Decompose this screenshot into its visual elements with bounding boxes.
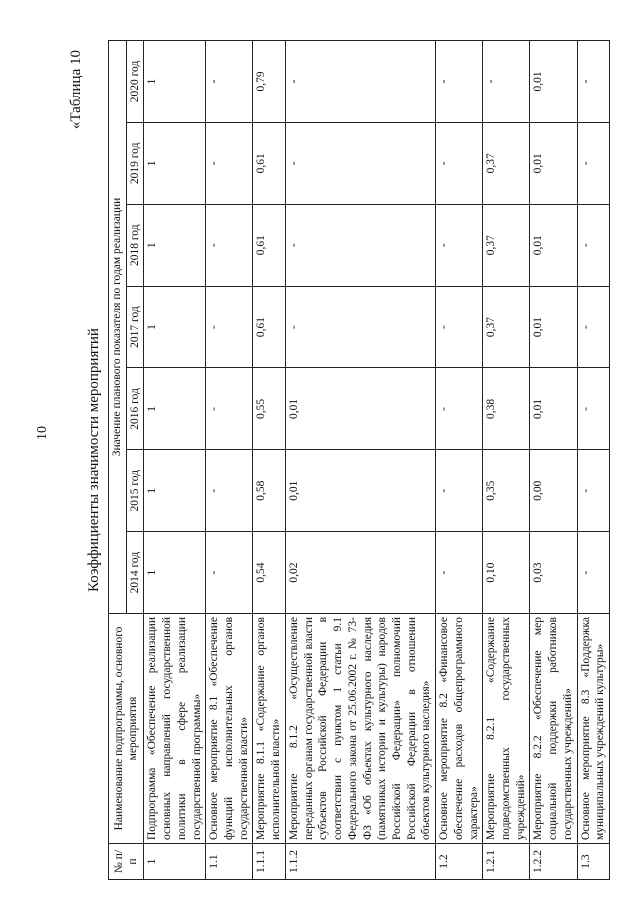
header-year: 2015 год (126, 450, 144, 532)
row-num: 1.1.1 (253, 844, 285, 880)
row-value: - (285, 41, 435, 123)
header-values-group: Значение планового показателя по годам реализации (109, 41, 127, 614)
row-value: 0,37 (483, 204, 530, 286)
row-value: 0,01 (530, 286, 577, 368)
row-value: 0,01 (530, 41, 577, 123)
row-value: - (206, 286, 253, 368)
row-num: 1.2.2 (530, 844, 577, 880)
row-value: - (285, 204, 435, 286)
row-value: - (436, 368, 483, 450)
header-year: 2016 год (126, 368, 144, 450)
row-value: 0,37 (483, 122, 530, 204)
table-row (144, 41, 206, 880)
table-row (253, 41, 285, 880)
row-value: 0,37 (483, 286, 530, 368)
row-value: 0,35 (483, 450, 530, 532)
row-value: 0,01 (285, 450, 435, 532)
row-value: 1 (144, 122, 206, 204)
row-num: 1 (144, 844, 206, 880)
table-row (577, 41, 609, 880)
row-value: - (206, 450, 253, 532)
row-num: 1.2.1 (483, 844, 530, 880)
row-num: 1.3 (577, 844, 609, 880)
row-value: 1 (144, 286, 206, 368)
row-name: Основное мероприятие 8.1 «Обеспечение функций исполнительных органов государственной власти» (206, 614, 253, 844)
table-row (206, 41, 253, 880)
row-value: 1 (144, 532, 206, 614)
row-value: - (577, 122, 609, 204)
header-year: 2014 год (126, 532, 144, 614)
table-title: Коэффициенты значимости мероприятий (86, 328, 102, 592)
row-value: - (436, 532, 483, 614)
row-value: - (285, 122, 435, 204)
row-value: - (206, 204, 253, 286)
row-value: 1 (144, 204, 206, 286)
table-label: «Таблица 10 (68, 50, 84, 130)
row-value: - (436, 450, 483, 532)
row-value: - (577, 41, 609, 123)
row-value: - (206, 368, 253, 450)
row-value: 1 (144, 368, 206, 450)
row-num: 1.2 (436, 844, 483, 880)
row-value: - (206, 41, 253, 123)
significance-table (108, 40, 610, 880)
row-value: 0,01 (285, 368, 435, 450)
row-value: 0,58 (253, 450, 285, 532)
page-number: 10 (35, 426, 50, 440)
row-num: 1.1 (206, 844, 253, 880)
row-value: 1 (144, 450, 206, 532)
row-value: 0,61 (253, 122, 285, 204)
header-year: 2017 год (126, 286, 144, 368)
table-row (530, 41, 577, 880)
row-value: 0,02 (285, 532, 435, 614)
header-year: 2018 год (126, 204, 144, 286)
row-value: 0,00 (530, 450, 577, 532)
row-value: 0,01 (530, 368, 577, 450)
row-value: 0,10 (483, 532, 530, 614)
header-year: 2019 год (126, 122, 144, 204)
row-value: 1 (144, 41, 206, 123)
row-value: 0,01 (530, 204, 577, 286)
row-value: - (436, 122, 483, 204)
header-num: № п/п (109, 844, 144, 880)
table-body (144, 41, 610, 880)
row-name: Мероприятие 8.1.2 «Осуществление переданных органам государственной власти субъектов Российской Федерации в соответствии с пунктом 1 статьи 9.1 Федерального закона от 25.06.2002 г. № 73-ФЗ «Об объектах культурного наследия (памятниках истории и культуры) народов Российской Федерации» полномочий Российской Федерации в отношении объектов культурного наследия» (285, 614, 435, 844)
row-name: Мероприятие 8.1.1 «Содержание органов исполнительной власти» (253, 614, 285, 844)
row-num: 1.1.2 (285, 844, 435, 880)
row-name: Подпрограмма «Обеспечение реализации основных направлений государственной политики в сфере реализации государственной программы» (144, 614, 206, 844)
row-value: - (577, 286, 609, 368)
row-name: Основное мероприятие 8.3 «Поддержка муниципальных учреждений культуры» (577, 614, 609, 844)
row-value: - (436, 41, 483, 123)
row-name: Мероприятие 8.2.2 «Обеспечение мер социальной поддержки работников государственных учреждений» (530, 614, 577, 844)
row-name: Мероприятие 8.2.1 «Содержание подведомственных государственных учреждений» (483, 614, 530, 844)
table-row (285, 41, 435, 880)
row-value: 0,03 (530, 532, 577, 614)
rotated-page-content (68, 40, 628, 880)
row-value: - (483, 41, 530, 123)
table-row (436, 41, 483, 880)
row-value: 0,55 (253, 368, 285, 450)
table-row (483, 41, 530, 880)
row-value: - (577, 368, 609, 450)
row-value: - (577, 450, 609, 532)
header-year: 2020 год (126, 41, 144, 123)
row-value: - (577, 532, 609, 614)
row-value: - (285, 286, 435, 368)
row-value: 0,79 (253, 41, 285, 123)
row-value: 0,61 (253, 286, 285, 368)
row-value: 0,38 (483, 368, 530, 450)
row-value: 0,61 (253, 204, 285, 286)
header-name: Наименование подпрограммы, основного мероприятия (109, 614, 144, 844)
row-value: 0,01 (530, 122, 577, 204)
row-value: - (436, 286, 483, 368)
row-value: - (206, 532, 253, 614)
row-value: 0,54 (253, 532, 285, 614)
row-value: - (577, 204, 609, 286)
row-value: - (206, 122, 253, 204)
row-name: Основное мероприятие 8.2 «Финансовое обеспечение расходов общепрограммного характера» (436, 614, 483, 844)
row-value: - (436, 204, 483, 286)
